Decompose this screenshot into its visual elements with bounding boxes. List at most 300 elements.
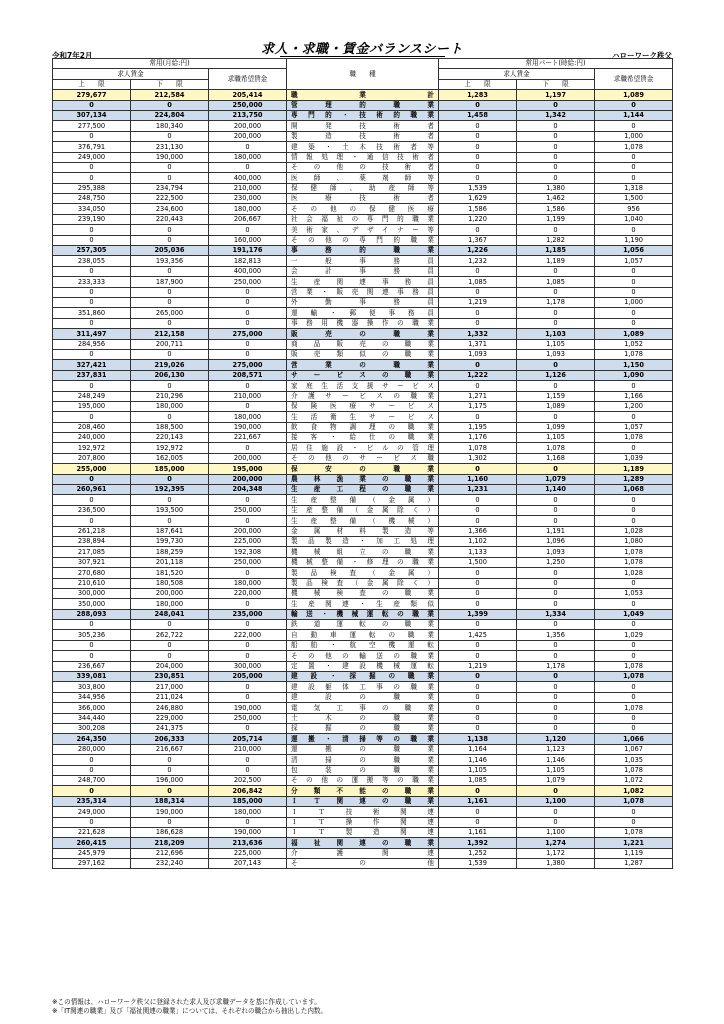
wage-cell: 160,000: [209, 235, 287, 245]
occupation-cell: 自動車運転の職業: [287, 630, 439, 640]
wage-cell: 0: [209, 516, 287, 526]
wage-cell: 180,000: [209, 412, 287, 422]
occupation-cell: 管理的職業: [287, 100, 439, 110]
table-row: [53, 599, 673, 609]
wage-cell: 0: [517, 131, 595, 141]
table-row: [53, 339, 673, 349]
occupation-header: 職 種: [287, 59, 439, 90]
wage-cell: 1,271: [439, 391, 517, 401]
wage-cell: 1,146: [439, 755, 517, 765]
wage-cell: 0: [209, 318, 287, 328]
wage-cell: 234,600: [131, 204, 209, 214]
wage-cell: 1,586: [439, 204, 517, 214]
table-row: [53, 859, 673, 869]
wage-cell: 217,085: [53, 547, 131, 557]
wage-cell: 0: [53, 349, 131, 359]
wage-cell: 200,000: [209, 121, 287, 131]
wage-cell: 0: [595, 121, 673, 131]
wage-cell: 0: [595, 713, 673, 723]
wage-cell: 0: [209, 495, 287, 505]
wage-cell: 0: [595, 516, 673, 526]
wage-cell: 1,053: [595, 588, 673, 598]
wage-cell: 0: [517, 152, 595, 162]
wage-cell: 220,443: [131, 214, 209, 224]
wage-cell: 248,700: [53, 775, 131, 785]
occupation-cell: 建設躯体工事の職業: [287, 682, 439, 692]
wage-cell: 1,629: [439, 194, 517, 204]
wage-cell: 1,085: [439, 775, 517, 785]
occupation-cell: その他の保健医療: [287, 204, 439, 214]
wage-cell: 199,730: [131, 536, 209, 546]
wage-cell: 0: [131, 474, 209, 484]
occupation-cell: 商品販売の職業: [287, 339, 439, 349]
wage-cell: 0: [595, 620, 673, 630]
wage-cell: 206,333: [131, 734, 209, 744]
wage-cell: 0: [517, 807, 595, 817]
occupation-cell: 職業計: [287, 90, 439, 100]
wage-cell: 1,161: [439, 796, 517, 806]
wage-cell: 1,226: [439, 246, 517, 256]
wage-cell: 238,894: [53, 536, 131, 546]
wage-cell: 1,090: [595, 370, 673, 380]
parttime-upper-header: 上 限: [439, 79, 517, 89]
wage-cell: 0: [517, 162, 595, 172]
wage-cell: 0: [209, 640, 287, 650]
occupation-cell: 福祉関連の職業: [287, 838, 439, 848]
wage-cell: 208,460: [53, 422, 131, 432]
table-row: [53, 526, 673, 536]
wage-cell: 1,274: [517, 838, 595, 848]
wage-cell: 1,102: [439, 536, 517, 546]
wage-cell: 0: [595, 287, 673, 297]
table-row: [53, 724, 673, 734]
wage-cell: 249,000: [53, 807, 131, 817]
wage-cell: 1,164: [439, 744, 517, 754]
occupation-cell: 機械整備・修理の職業: [287, 557, 439, 567]
table-row: [53, 246, 673, 256]
wage-cell: 1,199: [517, 214, 595, 224]
wage-cell: 0: [209, 162, 287, 172]
wage-cell: 0: [439, 713, 517, 723]
wage-cell: 0: [517, 142, 595, 152]
wage-cell: 1,189: [517, 256, 595, 266]
wage-cell: 1,078: [595, 703, 673, 713]
wage-cell: 1,029: [595, 630, 673, 640]
wage-cell: 350,000: [53, 599, 131, 609]
wage-cell: 1,028: [595, 526, 673, 536]
wage-cell: 307,921: [53, 557, 131, 567]
table-row: [53, 786, 673, 796]
wage-cell: 0: [439, 588, 517, 598]
occupation-cell: 介護関連: [287, 848, 439, 858]
wage-cell: 208,571: [209, 370, 287, 380]
wage-cell: 0: [209, 724, 287, 734]
wage-cell: 213,636: [209, 838, 287, 848]
wage-cell: 0: [517, 412, 595, 422]
wage-cell: 218,209: [131, 838, 209, 848]
wage-cell: 1,191: [517, 526, 595, 536]
wage-cell: 0: [53, 516, 131, 526]
occupation-cell: その他の専門的職業: [287, 235, 439, 245]
wage-cell: 0: [53, 412, 131, 422]
table-row: [53, 765, 673, 775]
wage-cell: 257,305: [53, 246, 131, 256]
wage-cell: 300,208: [53, 724, 131, 734]
wage-cell: 248,041: [131, 609, 209, 619]
wage-cell: 0: [209, 568, 287, 578]
wage-cell: 250,000: [209, 713, 287, 723]
wage-cell: 219,026: [131, 360, 209, 370]
table-row: [53, 630, 673, 640]
occupation-cell: 建設・採掘の職業: [287, 672, 439, 682]
footnote: ※この情報は、ハローワーク秩父に登録された求人及び求職データを基に作成しています。: [52, 998, 321, 1006]
wage-cell: 1,057: [595, 256, 673, 266]
wage-cell: 0: [595, 266, 673, 276]
report-period: 令和7年2月: [52, 51, 93, 60]
table-row: [53, 661, 673, 671]
occupation-cell: 一般事務員: [287, 256, 439, 266]
occupation-cell: 清掃の職業: [287, 755, 439, 765]
wage-cell: 1,078: [439, 443, 517, 453]
wage-cell: 0: [131, 297, 209, 307]
table-row: [53, 796, 673, 806]
wage-cell: 0: [53, 640, 131, 650]
wage-cell: 1,219: [439, 297, 517, 307]
wage-cell: 235,000: [209, 609, 287, 619]
table-row: [53, 536, 673, 546]
wage-cell: 0: [131, 412, 209, 422]
wage-cell: 0: [439, 225, 517, 235]
wage-cell: 0: [517, 121, 595, 131]
wage-cell: 0: [209, 339, 287, 349]
wage-cell: 0: [517, 672, 595, 682]
wage-cell: 248,249: [53, 391, 131, 401]
occupation-cell: 社会福祉の専門的職業: [287, 214, 439, 224]
wage-cell: 0: [595, 152, 673, 162]
wage-cell: 1,039: [595, 453, 673, 463]
wage-cell: 1,178: [517, 297, 595, 307]
wage-cell: 1,500: [595, 194, 673, 204]
wage-cell: 0: [439, 287, 517, 297]
wage-cell: 187,900: [131, 277, 209, 287]
occupation-cell: サービスの職業: [287, 370, 439, 380]
wage-cell: 0: [53, 755, 131, 765]
occupation-cell: 医師、薬剤師等: [287, 173, 439, 183]
wage-cell: 1,332: [439, 329, 517, 339]
wage-cell: 1,221: [595, 838, 673, 848]
wage-cell: 0: [209, 225, 287, 235]
wage-cell: 236,500: [53, 505, 131, 515]
wage-cell: 0: [53, 765, 131, 775]
wage-cell: 1,380: [517, 859, 595, 869]
wage-cell: 205,000: [209, 672, 287, 682]
wage-cell: 250,000: [209, 277, 287, 287]
wage-cell: 0: [53, 620, 131, 630]
wage-cell: 1,175: [439, 401, 517, 411]
wage-cell: 185,000: [209, 796, 287, 806]
wage-cell: 1,190: [595, 235, 673, 245]
table-row: [53, 173, 673, 183]
wage-cell: 1,222: [439, 370, 517, 380]
table-row: [53, 609, 673, 619]
table-row: [53, 162, 673, 172]
occupation-cell: 金属材料製造等: [287, 526, 439, 536]
occupation-cell: 鉄道運転の職業: [287, 620, 439, 630]
table-row: [53, 744, 673, 754]
wage-cell: 205,036: [131, 246, 209, 256]
wage-cell: 1,078: [595, 142, 673, 152]
wage-cell: 0: [131, 755, 209, 765]
wage-cell: 0: [439, 464, 517, 474]
wage-cell: 1,586: [517, 204, 595, 214]
wage-cell: 0: [439, 308, 517, 318]
wage-cell: 0: [209, 755, 287, 765]
table-row: [53, 651, 673, 661]
wage-cell: 0: [209, 682, 287, 692]
wage-cell: 206,667: [209, 214, 287, 224]
wage-cell: 222,000: [209, 630, 287, 640]
table-row: [53, 682, 673, 692]
wage-cell: 237,831: [53, 370, 131, 380]
wage-cell: 225,000: [209, 848, 287, 858]
occupation-cell: 運搬・清掃等の職業: [287, 734, 439, 744]
table-row: [53, 755, 673, 765]
wage-cell: 0: [209, 401, 287, 411]
table-row: [53, 256, 673, 266]
wage-cell: 1,057: [595, 422, 673, 432]
wage-cell: 195,000: [53, 401, 131, 411]
wage-cell: 1,159: [517, 391, 595, 401]
wage-cell: 0: [53, 817, 131, 827]
wage-cell: 250,000: [209, 557, 287, 567]
wage-cell: 0: [131, 225, 209, 235]
wage-cell: 0: [209, 142, 287, 152]
wage-cell: 185,000: [131, 464, 209, 474]
table-row: [53, 516, 673, 526]
parttime-lower-header: 下 限: [517, 79, 595, 89]
wage-cell: 0: [439, 121, 517, 131]
wage-cell: 246,880: [131, 703, 209, 713]
wage-cell: 0: [595, 505, 673, 515]
wage-cell: 1,539: [439, 859, 517, 869]
wage-cell: 0: [595, 495, 673, 505]
wage-cell: 0: [595, 807, 673, 817]
wage-cell: 210,000: [209, 744, 287, 754]
wage-cell: 0: [209, 349, 287, 359]
wage-cell: 303,800: [53, 682, 131, 692]
wage-cell: 280,000: [53, 744, 131, 754]
balance-sheet-table: [52, 58, 673, 869]
wage-cell: 212,158: [131, 329, 209, 339]
occupation-cell: 生産関連・生産類似: [287, 599, 439, 609]
wage-cell: 190,000: [209, 703, 287, 713]
wage-cell: 181,520: [131, 568, 209, 578]
wage-cell: 277,500: [53, 121, 131, 131]
wage-cell: 0: [53, 318, 131, 328]
wage-cell: 162,005: [131, 453, 209, 463]
occupation-cell: 居住施設・ビルの管理: [287, 443, 439, 453]
wage-cell: 0: [439, 360, 517, 370]
wage-cell: 0: [439, 173, 517, 183]
wage-cell: 275,000: [209, 329, 287, 339]
table-row: [53, 349, 673, 359]
wage-cell: 240,000: [53, 433, 131, 443]
wage-cell: 344,956: [53, 692, 131, 702]
occupation-cell: その他のサービス職: [287, 453, 439, 463]
occupation-cell: その他: [287, 859, 439, 869]
occupation-cell: ＩＴ製造関連: [287, 827, 439, 837]
wage-cell: 0: [53, 786, 131, 796]
occupation-cell: 輸送・機械運転の職業: [287, 609, 439, 619]
wage-cell: 0: [439, 412, 517, 422]
wage-cell: 1,078: [595, 661, 673, 671]
wage-cell: 0: [517, 599, 595, 609]
occupation-cell: 美術家、デザイナー等: [287, 225, 439, 235]
wage-cell: 0: [517, 381, 595, 391]
wage-cell: 188,259: [131, 547, 209, 557]
wage-cell: 0: [517, 817, 595, 827]
wage-cell: 213,750: [209, 110, 287, 120]
wage-cell: 0: [517, 505, 595, 515]
occupation-cell: その他の輸送の職業: [287, 651, 439, 661]
wage-cell: 1,425: [439, 630, 517, 640]
wage-cell: 0: [53, 287, 131, 297]
wage-cell: 200,000: [209, 131, 287, 141]
wage-cell: 1,119: [595, 848, 673, 858]
wage-cell: 1,539: [439, 183, 517, 193]
wage-cell: 0: [131, 516, 209, 526]
wage-cell: 275,000: [209, 360, 287, 370]
wage-cell: 205,414: [209, 90, 287, 100]
table-row: [53, 194, 673, 204]
occupation-cell: 製品製造・加工処理: [287, 536, 439, 546]
wage-cell: 0: [595, 162, 673, 172]
wage-cell: 225,000: [209, 536, 287, 546]
table-row: [53, 734, 673, 744]
wage-cell: 0: [439, 318, 517, 328]
table-row: [53, 266, 673, 276]
wage-cell: 0: [131, 495, 209, 505]
wage-cell: 0: [517, 225, 595, 235]
wage-cell: 0: [439, 599, 517, 609]
wage-cell: 232,240: [131, 859, 209, 869]
wage-cell: 206,842: [209, 786, 287, 796]
wage-cell: 0: [209, 443, 287, 453]
table-row: [53, 381, 673, 391]
wage-cell: 0: [53, 100, 131, 110]
wage-cell: 0: [53, 651, 131, 661]
table-row: [53, 152, 673, 162]
wage-cell: 1,195: [439, 422, 517, 432]
wage-cell: 0: [517, 713, 595, 723]
parttime-desired-header: 求職希望賃金: [595, 69, 673, 90]
wage-cell: 1,334: [517, 609, 595, 619]
occupation-cell: 生産整備（金属除く）: [287, 505, 439, 515]
table-row: [53, 474, 673, 484]
wage-cell: 1,035: [595, 755, 673, 765]
wage-cell: 1,120: [517, 734, 595, 744]
wage-cell: 1,168: [517, 453, 595, 463]
occupation-cell: 販売の職業: [287, 329, 439, 339]
wage-cell: 1,287: [595, 859, 673, 869]
wage-cell: 1,160: [439, 474, 517, 484]
wage-cell: 400,000: [209, 173, 287, 183]
wage-cell: 190,000: [131, 152, 209, 162]
occupation-cell: その他の運搬等の職業: [287, 775, 439, 785]
table-row: [53, 100, 673, 110]
wage-cell: 0: [517, 568, 595, 578]
table-row: [53, 588, 673, 598]
wage-cell: 207,143: [209, 859, 287, 869]
wage-cell: 0: [595, 277, 673, 287]
wage-cell: 0: [439, 672, 517, 682]
wage-cell: 0: [595, 308, 673, 318]
occupation-cell: 機械検査の職業: [287, 588, 439, 598]
wage-cell: 231,130: [131, 142, 209, 152]
wage-cell: 0: [439, 651, 517, 661]
wage-cell: 0: [595, 682, 673, 692]
table-row: [53, 183, 673, 193]
wage-cell: 1,140: [517, 485, 595, 495]
wage-cell: 235,314: [53, 796, 131, 806]
footnote: ※「IT関連の職業」及び「福祉関連の職業」については、それぞれの職合から抽出した内数。: [52, 1006, 328, 1015]
wage-cell: 0: [595, 692, 673, 702]
wage-cell: 0: [517, 287, 595, 297]
wage-cell: 0: [595, 412, 673, 422]
wage-cell: 1,150: [595, 360, 673, 370]
wage-cell: 1,458: [439, 110, 517, 120]
wage-cell: 0: [439, 578, 517, 588]
wage-cell: 1,172: [517, 848, 595, 858]
table-row: [53, 443, 673, 453]
wage-cell: 0: [439, 142, 517, 152]
wage-cell: 1,250: [517, 557, 595, 567]
wage-cell: 220,000: [209, 588, 287, 598]
wage-cell: 1,220: [439, 214, 517, 224]
page-title: 求人・求職・賃金バランスシート: [260, 42, 464, 57]
wage-cell: 1,342: [517, 110, 595, 120]
wage-cell: 0: [209, 692, 287, 702]
wage-cell: 0: [595, 225, 673, 235]
wage-cell: 1,078: [595, 765, 673, 775]
wage-cell: 233,333: [53, 277, 131, 287]
wage-cell: 0: [439, 162, 517, 172]
table-row: [53, 485, 673, 495]
wage-cell: 0: [439, 807, 517, 817]
wage-cell: 0: [53, 297, 131, 307]
wage-cell: 0: [53, 173, 131, 183]
occupation-cell: 家庭生活支援サービス: [287, 381, 439, 391]
table-row: [53, 422, 673, 432]
wage-cell: 224,804: [131, 110, 209, 120]
wage-cell: 1,371: [439, 339, 517, 349]
wage-cell: 238,055: [53, 256, 131, 266]
occupation-cell: 営業の職業: [287, 360, 439, 370]
wage-cell: 260,415: [53, 838, 131, 848]
occupation-cell: 営業・販売関連事務員: [287, 287, 439, 297]
occupation-cell: 会計事務員: [287, 266, 439, 276]
wage-cell: 400,000: [209, 266, 287, 276]
wage-cell: 1,089: [595, 329, 673, 339]
wage-cell: 0: [131, 786, 209, 796]
wage-cell: 196,000: [131, 775, 209, 785]
wage-cell: 0: [209, 287, 287, 297]
occupation-cell: 電気工事の職業: [287, 703, 439, 713]
wage-cell: 1,100: [517, 827, 595, 837]
table-row: [53, 401, 673, 411]
regular-lower-header: 下 限: [131, 79, 209, 89]
wage-cell: 210,000: [209, 183, 287, 193]
